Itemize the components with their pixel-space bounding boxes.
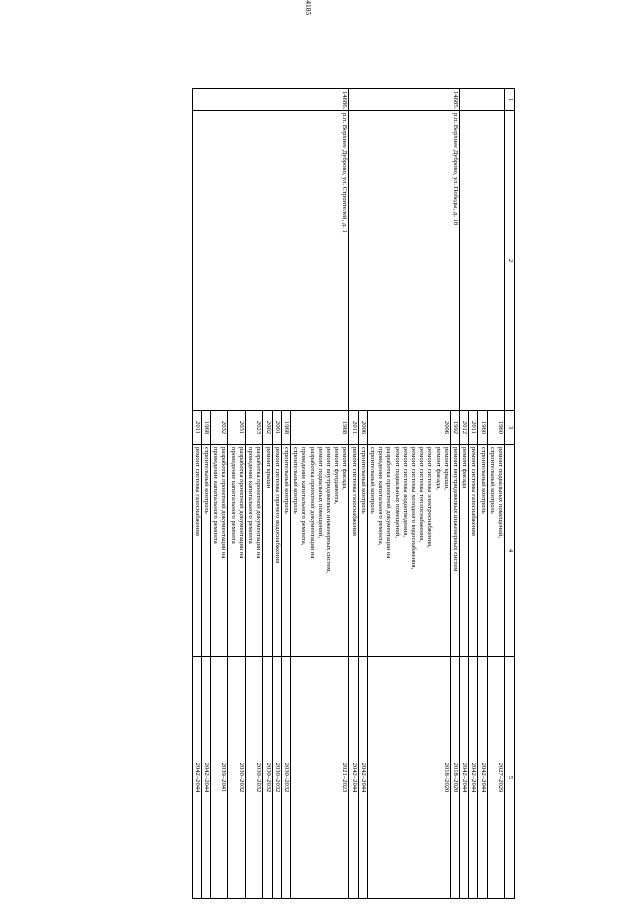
year-cell: 2023	[245, 411, 262, 445]
entry-number	[459, 89, 504, 111]
period-cell: 2030–2032	[245, 657, 262, 899]
works-cell	[487, 445, 504, 657]
work-item: разработка проектной документации на	[237, 447, 245, 559]
work-item: ремонт внутридомовых инженерных систем	[451, 447, 459, 572]
year-cell: 2011	[349, 411, 358, 445]
work-item: ремонт крыши,	[442, 447, 450, 490]
entry-number: 14686.	[192, 89, 349, 111]
period-cell: 2018–2020	[450, 657, 459, 899]
year-cell: 1960	[487, 411, 504, 445]
work-item: строительный контроль	[479, 447, 487, 514]
work-item: проведение капитального ремонта,	[300, 447, 308, 546]
year-cell: 2011	[469, 411, 478, 445]
entry-address	[459, 111, 504, 411]
works-cell	[450, 445, 459, 657]
works-cell	[228, 445, 245, 657]
period-cell: 2042–2044	[459, 657, 468, 899]
works-cell	[358, 445, 367, 657]
works-cell	[192, 445, 201, 657]
work-item: ремонт фундамента,	[333, 447, 341, 505]
capital-repair-table-container	[85, 88, 515, 898]
period-cell: 2030–2032	[272, 657, 281, 899]
period-cell: 2039–2041	[211, 657, 228, 899]
year-cell: 2031	[228, 411, 245, 445]
year-cell: 2002	[263, 411, 272, 445]
period-cell: 2030–2032	[263, 657, 272, 899]
works-cell	[272, 445, 281, 657]
works-cell	[245, 445, 262, 657]
header-col-3: 3	[505, 411, 515, 445]
works-cell	[211, 445, 228, 657]
work-item: разработка проектной документации на	[255, 447, 263, 559]
year-cell: 1968	[201, 411, 210, 445]
work-item: ремонт системы водоотведения,	[401, 447, 409, 538]
work-item: ремонт подвальных помещений,	[316, 447, 324, 538]
work-item: ремонт подвальных помещений,	[497, 447, 504, 538]
works-cell	[281, 445, 290, 657]
table-header-row	[505, 89, 515, 899]
work-item: проведение капитального ремонта	[247, 447, 255, 544]
work-item: проведение капитального ремонта,	[377, 447, 385, 546]
entry-number: 14685.	[349, 89, 460, 111]
work-item: строительный контроль	[368, 447, 376, 514]
table-row	[450, 89, 459, 899]
work-item: ремонт внутридомовых инженерных систем,	[324, 447, 332, 574]
work-item: ремонт системы газоснабжения	[470, 447, 478, 536]
year-cell: 1992	[450, 411, 459, 445]
header-col-1: 1	[505, 89, 515, 111]
work-item: ремонт системы теплоснабжения,	[418, 447, 426, 542]
works-cell	[459, 445, 468, 657]
work-item: строительный контроль	[292, 447, 300, 514]
work-item: ремонт системы электроснабжения,	[426, 447, 434, 548]
header-col-4: 4	[505, 445, 515, 657]
table-row	[487, 89, 504, 899]
work-item: ремонт фасада	[461, 447, 469, 489]
work-item: строительный контроль	[203, 447, 211, 514]
year-cell: 1960	[478, 411, 487, 445]
year-cell: 2006	[367, 411, 450, 445]
entry-address: р.п. Верхнее Дуброво, ул. Строителей, д. 1	[192, 111, 349, 411]
work-item: строительный контроль	[359, 447, 367, 514]
year-cell: 1968	[281, 411, 290, 445]
year-cell: 2011	[192, 411, 201, 445]
page-number: 4185	[303, 0, 313, 16]
works-cell	[263, 445, 272, 657]
period-cell: 2030–2032	[281, 657, 290, 899]
period-cell: 2027–2029	[487, 657, 504, 899]
works-cell	[349, 445, 358, 657]
period-cell: 2042–2044	[478, 657, 487, 899]
period-cell: 2042–2044	[201, 657, 210, 899]
table-body	[192, 89, 514, 899]
work-item: ремонт системы холодного водоснабжения,	[409, 447, 417, 570]
work-item: ремонт системы горячего водоснабжения	[273, 447, 281, 564]
year-cell: 1968	[290, 411, 348, 445]
work-item: ремонт системы газоснабжения	[350, 447, 358, 536]
year-cell: 2032	[211, 411, 228, 445]
period-cell: 2042–2044	[192, 657, 201, 899]
work-item: ремонт фасада,	[434, 447, 442, 490]
work-item: ремонт подвальных помещений,	[393, 447, 401, 538]
entry-address: р.п. Верхнее Дуброво, ул. Победы, д. 18	[349, 111, 460, 411]
works-cell	[478, 445, 487, 657]
work-item: строительный контроль	[488, 447, 496, 514]
work-item: строительный контроль	[282, 447, 290, 514]
table-row	[290, 89, 348, 899]
period-cell: 2018–2020	[367, 657, 450, 899]
period-cell: 2042–2044	[349, 657, 358, 899]
header-col-2: 2	[505, 111, 515, 411]
work-item: разработка проектной документации на	[220, 447, 228, 559]
work-item: ремонт системы газоснабжения	[193, 447, 201, 536]
work-item: проведение капитального ремонта	[229, 447, 237, 544]
capital-repair-table	[192, 88, 515, 899]
works-cell	[469, 445, 478, 657]
works-cell	[201, 445, 210, 657]
year-cell: 2006	[358, 411, 367, 445]
work-item: проведение капитального ремонта	[212, 447, 220, 544]
year-cell: 2001	[272, 411, 281, 445]
header-col-5: 5	[505, 657, 515, 899]
work-item: разработка проектной документации на	[308, 447, 316, 559]
works-cell	[367, 445, 450, 657]
period-cell: 2042–2044	[469, 657, 478, 899]
work-item: ремонт крыши	[264, 447, 272, 489]
period-cell: 2030–2032	[228, 657, 245, 899]
works-cell	[290, 445, 348, 657]
work-item: разработка проектной документации на	[385, 447, 393, 559]
period-cell: 2021–2023	[290, 657, 348, 899]
year-cell: 2012	[459, 411, 468, 445]
period-cell: 2042–2044	[358, 657, 367, 899]
work-item: ремонт фасада,	[341, 447, 349, 490]
